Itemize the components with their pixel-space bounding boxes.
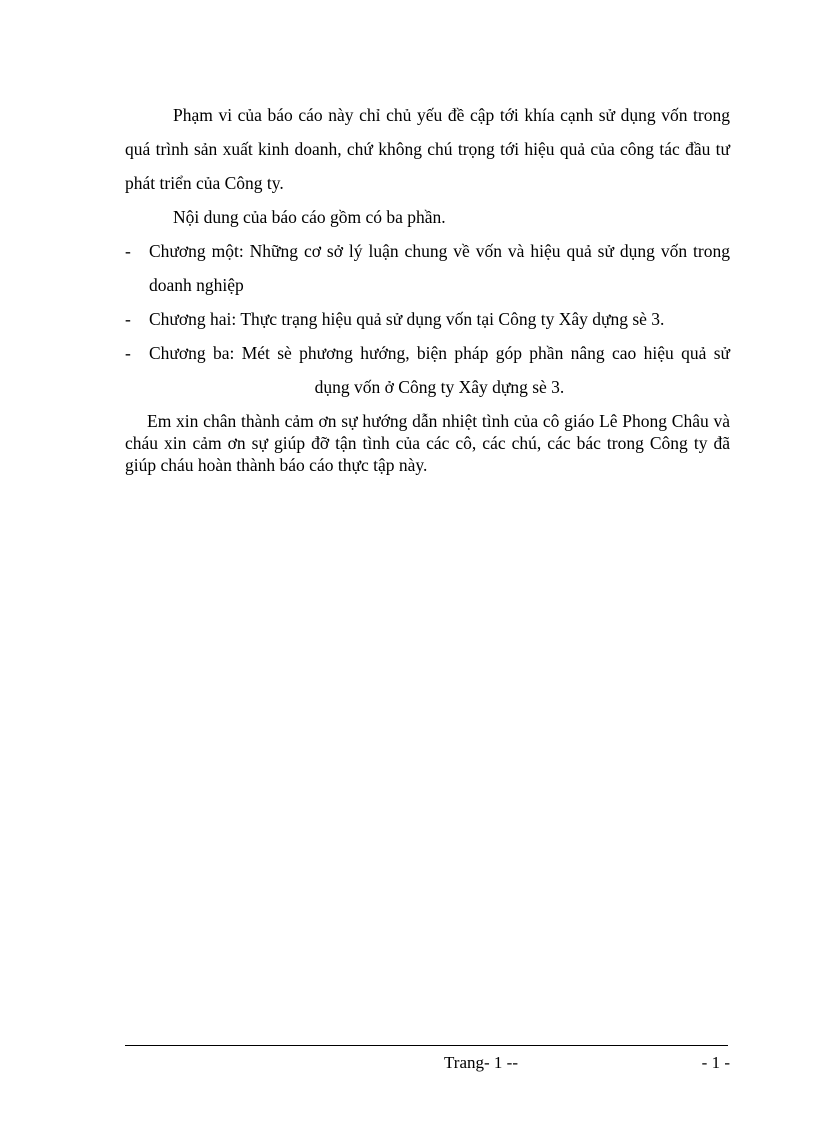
footer-page-number: - 1 - bbox=[701, 1053, 730, 1072]
list-item-text-line2: dụng vốn ở Công ty Xây dựng sè 3. bbox=[314, 377, 565, 397]
list-item-text: Chương hai: Thực trạng hiệu quả sử dụng vốn tại Công ty Xây dựng sè 3. bbox=[149, 309, 665, 329]
footer-divider bbox=[125, 1045, 728, 1046]
list-item-text: Chương một: Những cơ sở lý luận chung về vốn và hiệu quả sử dụng vốn trong doanh nghiệp bbox=[149, 241, 730, 295]
list-item-text-line1: Chương ba: Mét sè phương hướng, biện pháp góp phần nâng cao hiệu quả sử bbox=[149, 343, 730, 363]
content-intro-paragraph: Nội dung của báo cáo gồm có ba phần. bbox=[173, 207, 446, 227]
list-bullet: - bbox=[125, 241, 131, 261]
list-item-chapter-two bbox=[125, 302, 730, 336]
thanks-paragraph: Em xin chân thành cảm ơn sự hướng dẫn nhiệt tình của cô giáo Lê Phong Châu và cháu xin cảm ơn sự giúp đỡ tận tình của các cô, các chú, các bác trong Công ty đã giúp cháu hoàn thành báo cáo thực tập này. bbox=[125, 411, 730, 475]
document-body bbox=[125, 98, 730, 476]
list-bullet: - bbox=[125, 343, 131, 363]
footer-page-label: Trang- 1 -- bbox=[444, 1053, 518, 1072]
list-item-chapter-three bbox=[125, 336, 730, 404]
list-item-chapter-one bbox=[125, 234, 730, 302]
list-bullet: - bbox=[125, 309, 131, 329]
scope-paragraph: Phạm vi của báo cáo này chỉ chủ yếu đề cập tới khía cạnh sử dụng vốn trong quá trình sản xuất kinh doanh, chứ không chú trọng tới hiệu quả của công tác đầu tư phát triển của Công ty. bbox=[125, 105, 730, 193]
